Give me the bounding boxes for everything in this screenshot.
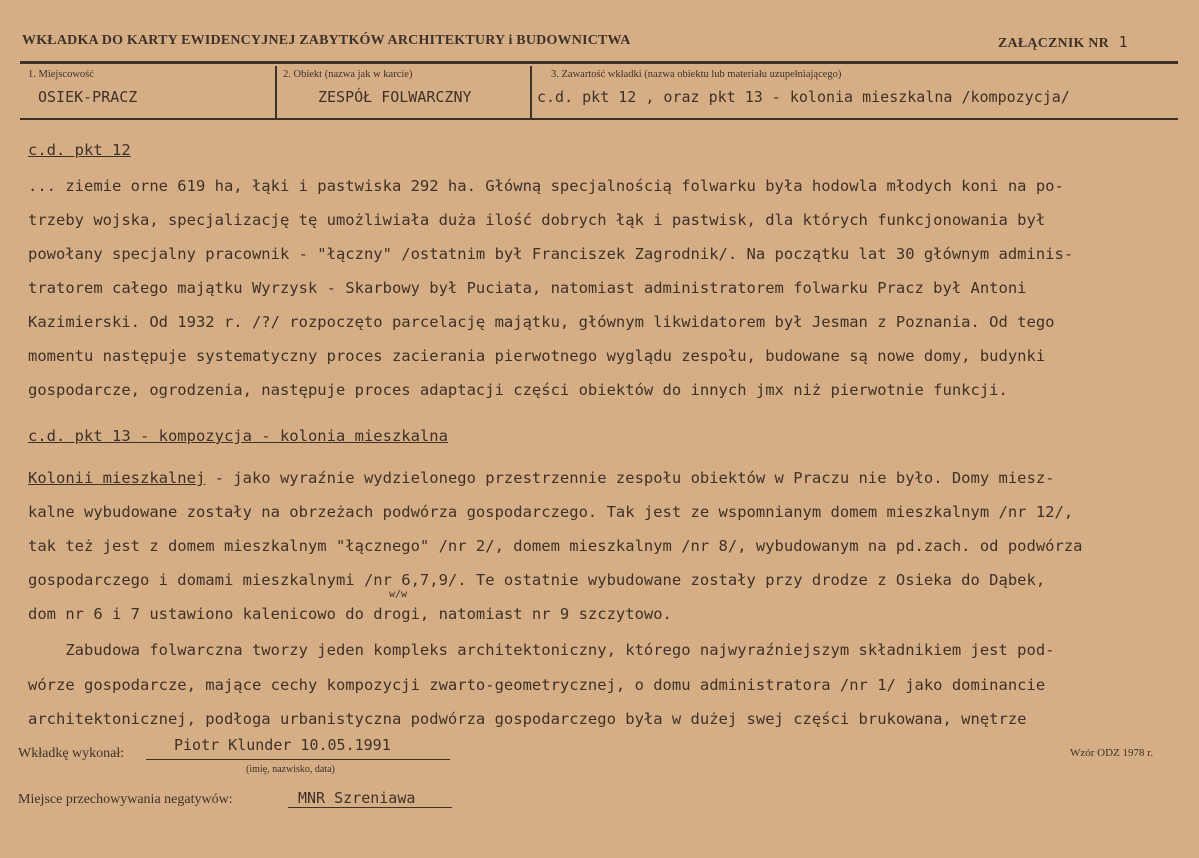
text-line: wórze gospodarcze, mające cechy kompozycji zwarto-geometrycznej, o domu administratora /nr 1/ jako dominancie	[28, 676, 1046, 694]
text-line: tak też jest z domem mieszkalnym "łącznego" /nr 2/, domem mieszkalnym /nr 8/, wybudowanym na pd.zach. od podwórza	[28, 537, 1083, 555]
interlinear-insert: w/w	[389, 589, 408, 600]
made-by-hint: (imię, nazwisko, data)	[246, 764, 335, 775]
negatives-value: MNR Szreniawa	[298, 789, 416, 807]
field-locality-label: 1. Miejscowość	[28, 69, 94, 80]
made-by-underline	[146, 759, 450, 760]
section-heading-13: c.d. pkt 13 - kompozycja - kolonia mieszkalna	[28, 427, 448, 445]
made-by-value: Piotr Klunder 10.05.1991	[174, 736, 391, 754]
text-line: kalne wybudowane zostały na obrzeżach podwórza gospodarczego. Tak jest ze wspomnianym domem mieszkalnym /nr 12/,	[28, 503, 1074, 521]
header-rule-bottom	[20, 118, 1178, 120]
annex-label	[998, 33, 1128, 52]
section-heading-12: c.d. pkt 12	[28, 141, 131, 159]
made-by-label: Wkładkę wykonał:	[18, 746, 125, 761]
annex-number: 1	[1118, 33, 1128, 51]
annex-label-text: ZAŁĄCZNIK NR	[998, 36, 1109, 51]
field-locality-value: OSIEK-PRACZ	[38, 88, 138, 106]
negatives-underline	[288, 807, 452, 808]
negatives-label: Miejsce przechowywania negatywów:	[18, 792, 233, 807]
text-line: tratorem całego majątku Wyrzysk - Skarbowy był Puciata, natomiast administratorem folwarku Pracz był Antoni	[28, 279, 1027, 297]
field-object-value: ZESPÓŁ FOLWARCZNY	[318, 88, 472, 106]
text-line: gospodarcze, ogrodzenia, następuje proces adaptacji części obiektów do innych jmx niż pierwotnie funkcji.	[28, 381, 1008, 399]
text-line: architektonicznej, podłoga urbanistyczna podwórza gospodarczego była w dużej swej części brukowana, wnętrze	[28, 710, 1027, 728]
text-line: Zabudowa folwarczna tworzy jeden kompleks architektoniczny, którego najwyraźniejszym składnikiem jest pod-	[28, 641, 1055, 659]
text-line: momentu następuje systematyczny proces zacierania pierwotnego wyglądu zespołu, budowane są nowe domy, budynki	[28, 347, 1046, 365]
text-line: gospodarczego i domami mieszkalnymi /nr 6,7,9/. Te ostatnie wybudowane zostały przy drodze z Osieka do Dąbek,	[28, 571, 1046, 589]
field-divider-2	[530, 66, 532, 118]
lead-phrase: Kolonii mieszkalnej	[28, 469, 206, 487]
text-line	[28, 469, 1055, 487]
field-divider-1	[275, 66, 277, 118]
text-line: powołany specjalny pracownik - "łączny" /ostatnim był Franciszek Zagrodnik/. Na początku lat 30 głównym adminis-	[28, 245, 1074, 263]
text-line: ... ziemie orne 619 ha, łąki i pastwiska 292 ha. Główną specjalnością folwarku była hodowla młodych koni na po-	[28, 177, 1064, 195]
text-line: dom nr 6 i 7 ustawiono kalenicowo do drogi, natomiast nr 9 szczytowo.	[28, 605, 672, 623]
field-object-label: 2. Obiekt (nazwa jak w karcie)	[283, 69, 413, 80]
text-line: Kazimierski. Od 1932 r. /?/ rozpoczęto parcelację majątku, głównym likwidatorem był Jesman z Poznania. Od tego	[28, 313, 1055, 331]
header-rule-top	[20, 61, 1178, 64]
lead-rest: - jako wyraźnie wydzielonego przestrzennie zespołu obiektów w Praczu nie było. Domy miesz-	[205, 469, 1055, 487]
form-number: Wzór ODZ 1978 r.	[1070, 747, 1154, 759]
text-line: trzeby wojska, specjalizację tę umożliwiała duża ilość dobrych łąk i pastwisk, dla których funkcjonowania był	[28, 211, 1046, 229]
field-content-value: c.d. pkt 12 , oraz pkt 13 - kolonia mieszkalna /kompozycja/	[537, 88, 1070, 106]
card-title: WKŁADKA DO KARTY EWIDENCYJNEJ ZABYTKÓW ARCHITEKTURY i BUDOWNICTWA	[22, 33, 631, 48]
field-content-label: 3. Zawartość wkładki (nazwa obiektu lub materiału uzupełniającego)	[551, 69, 842, 80]
